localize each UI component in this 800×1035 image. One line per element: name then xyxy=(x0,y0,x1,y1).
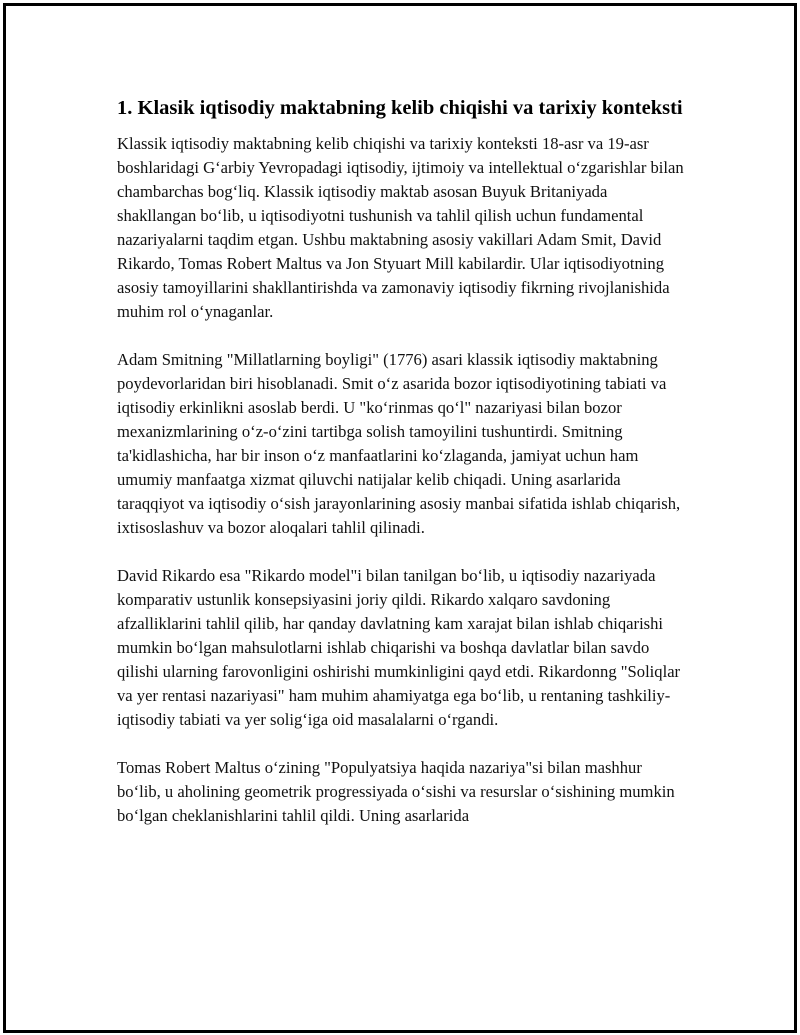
paragraph-intro: Klassik iqtisodiy maktabning kelib chiqishi va tarixiy konteksti 18-asr va 19-asr boshlaridagi G‘arbiy Yevropadagi iqtisodiy, ijtimoiy va intellektual o‘zgarishlar bilan chambarchas bog‘liq. Klassik iqtisodiy maktab asosan Buyuk Britaniyada shakllangan bo‘lib, u iqtisodiyotni tushunish va tahlil qilish uchun fundamental nazariyalarni taqdim etgan. Ushbu maktabning asosiy vakillari Adam Smit, David Rikardo, Tomas Robert Maltus va Jon Styuart Mill kabilardir. Ular iqtisodiyotning asosiy tamoyillarini shakllantirishda va zamonaviy iqtisodiy fikrning rivojlanishida muhim rol o‘ynaganlar. xyxy=(117,134,684,321)
paragraph-malthus: Tomas Robert Maltus o‘zining "Populyatsiya haqida nazariya"si bilan mashhur bo‘lib, u aholining geometrik progressiyada o‘sishi va resurslar o‘sishining mumkin bo‘lgan cheklanishlarini tahlil qildi. Uning asarlarida xyxy=(117,758,675,825)
document-body xyxy=(117,94,689,852)
paragraph-david-ricardo: David Rikardo esa "Rikardo model"i bilan tanilgan bo‘lib, u iqtisodiy nazariyada komparativ ustunlik konsepsiyasini joriy qildi. Rikardo xalqaro savdoning afzalliklarini tahlil qilib, har qanday davlatning kam xarajat bilan ishlab chiqarishi mumkin bo‘lgan mahsulotlarni ishlab chiqarishi va boshqa davlatlar bilan savdo qilishi ularning farovonligini oshirishi mumkinligini qayd etdi. Rikardonng "Soliqlar va yer rentasi nazariyasi" ham muhim ahamiyatga ega bo‘lib, u rentaning tashkiliy-iqtisodiy tabiati va yer solig‘iga oid masalalarni o‘rgandi. xyxy=(117,566,681,729)
section-heading: 1. Klasik iqtisodiy maktabning kelib chiqishi va tarixiy konteksti xyxy=(117,97,683,119)
paragraph-adam-smith: Adam Smitning "Millatlarning boyligi" (1776) asari klassik iqtisodiy maktabning poydevorlaridan biri hisoblanadi. Smit o‘z asarida bozor iqtisodiyotining tabiati va iqtisodiy erkinlikni asoslab berdi. U "ko‘rinmas qo‘l" nazariyasi bilan bozor mexanizmlarining o‘z-o‘zini tartibga solish tamoyilini tushuntirdi. Smitning ta'kidlashicha, har bir inson o‘z manfaatlarini ko‘zlaganda, jamiyat uchun ham umumiy manfaatga xizmat qiluvchi natijalar kelib chiqadi. Uning asarlarida taraqqiyot va iqtisodiy o‘sish jarayonlarining asosiy manbai sifatida ishlab chiqarish, ixtisoslashuv va bozor aloqalari tahlil qilinadi. xyxy=(117,350,681,537)
